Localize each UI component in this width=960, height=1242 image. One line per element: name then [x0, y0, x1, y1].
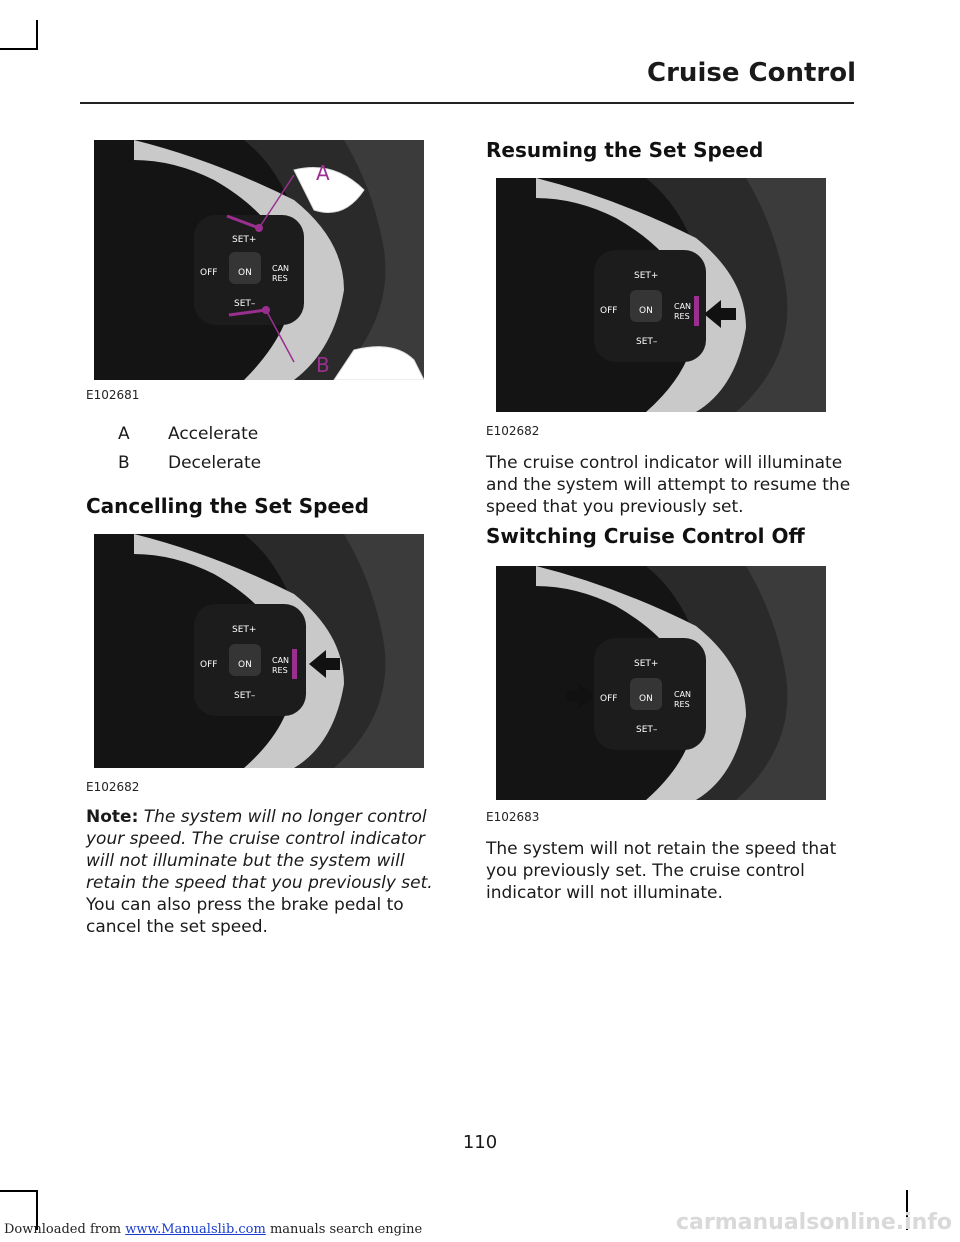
footer-prefix: Downloaded from: [4, 1222, 126, 1237]
on-label: ON: [238, 660, 252, 670]
section-heading-off: Switching Cruise Control Off: [486, 524, 805, 548]
page-title: Cruise Control: [647, 58, 856, 88]
note-text: The system will no longer control your speed. The cruise control indicator will not illuminate but the system will retain the speed that you previously set.: [86, 807, 433, 893]
res-label: RES: [272, 666, 288, 675]
can-label: CAN: [674, 690, 692, 699]
res-label: RES: [674, 312, 690, 321]
set-minus-label: SET–: [234, 299, 256, 309]
on-label: ON: [639, 694, 653, 704]
set-plus-label: SET+: [232, 235, 257, 245]
figure-code: E102681: [86, 388, 140, 402]
note-paragraph: [86, 806, 452, 894]
off-label: OFF: [200, 268, 218, 278]
crop-mark: [36, 20, 38, 50]
cancel-body: You can also press the brake pedal to cancel the set speed.: [86, 895, 404, 937]
off-label: OFF: [200, 660, 218, 670]
callout-b-label: B: [316, 353, 330, 377]
res-label: RES: [674, 700, 690, 709]
off-label: OFF: [600, 694, 618, 704]
figure-off: [496, 566, 826, 800]
figure-code: E102682: [486, 424, 540, 438]
header-divider: [80, 102, 854, 104]
watermark: carmanualsonline.info: [676, 1210, 952, 1235]
on-label: ON: [238, 268, 252, 278]
can-label: CAN: [272, 264, 290, 273]
on-label: ON: [639, 306, 653, 316]
steering-wheel-illustration: [94, 140, 424, 380]
figure-resume: [496, 178, 826, 412]
resume-body: The cruise control indicator will illuminate and the system will attempt to resume the speed that you previously set.: [486, 453, 851, 517]
off-label: OFF: [600, 306, 618, 316]
off-body: The system will not retain the speed that you previously set. The cruise control indicator will not illuminate.: [486, 839, 837, 903]
legend-value: Decelerate: [168, 453, 262, 473]
note-label: Note:: [86, 807, 139, 827]
callout-a-label: A: [316, 161, 330, 185]
crop-mark: [0, 1190, 36, 1192]
can-label: CAN: [272, 656, 290, 665]
manualslib-link[interactable]: www.Manualslib.com: [125, 1222, 266, 1237]
figure-code: E102682: [86, 780, 140, 794]
section-heading-cancel: Cancelling the Set Speed: [86, 494, 369, 518]
set-minus-label: SET–: [636, 337, 658, 347]
legend-key: B: [118, 453, 130, 473]
set-minus-label: SET–: [636, 725, 658, 735]
legend-key: A: [118, 424, 130, 444]
steering-wheel-illustration: [496, 178, 826, 412]
figure-accelerate-decelerate: [94, 140, 424, 380]
figure-cancel: [94, 534, 424, 768]
set-plus-label: SET+: [232, 625, 257, 635]
section-heading-resume: Resuming the Set Speed: [486, 138, 764, 162]
res-label: RES: [272, 274, 288, 283]
download-footer: [4, 1222, 422, 1237]
legend-value: Accelerate: [168, 424, 259, 444]
footer-suffix: manuals search engine: [265, 1222, 423, 1237]
figure-code: E102683: [486, 810, 540, 824]
page-number: 110: [462, 1132, 498, 1153]
steering-wheel-illustration: [496, 566, 826, 800]
can-label: CAN: [674, 302, 692, 311]
set-minus-label: SET–: [234, 691, 256, 701]
set-plus-label: SET+: [634, 271, 659, 281]
set-plus-label: SET+: [634, 659, 659, 669]
steering-wheel-illustration: [94, 534, 424, 768]
crop-mark: [0, 48, 36, 50]
